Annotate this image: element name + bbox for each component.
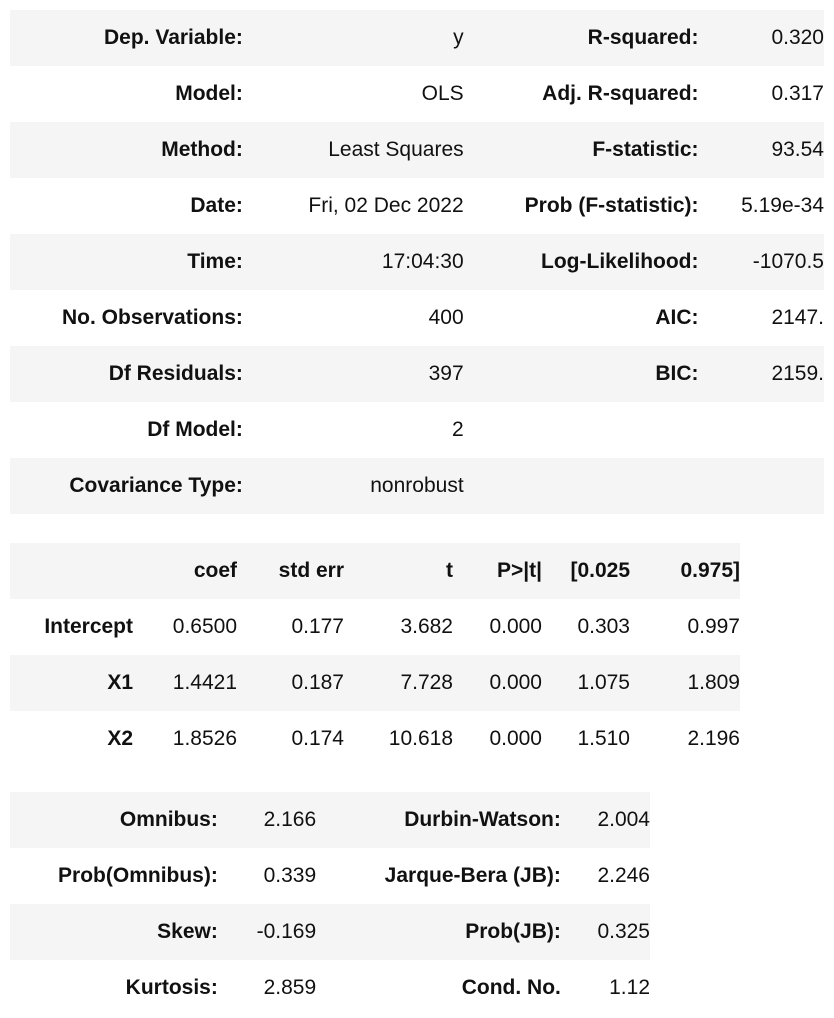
summary-value: 0.320 [699, 10, 824, 66]
summary-value [699, 458, 824, 514]
table-row [10, 122, 824, 178]
table-cell: 0.000 [453, 655, 542, 711]
diagnostic-label: Skew: [10, 904, 218, 960]
diagnostic-value: 2.166 [218, 792, 316, 848]
summary-label: Prob (F-statistic): [524, 194, 699, 217]
column-header: coef [133, 543, 237, 599]
table-cell: 0.187 [237, 655, 344, 711]
table-header-row [10, 543, 740, 599]
diagnostic-label: Omnibus: [10, 792, 218, 848]
summary-value: 5.19e-34 [741, 194, 824, 217]
table-cell: 0.997 [687, 615, 740, 638]
table-row [10, 234, 824, 290]
diagnostics-table [10, 792, 650, 1016]
row-label: Intercept [44, 615, 133, 638]
diagnostic-label: Prob(JB): [316, 904, 561, 960]
summary-label: BIC: [464, 346, 699, 402]
table-row [10, 711, 740, 767]
column-header [10, 543, 133, 599]
summary-label: AIC: [655, 306, 699, 329]
summary-value: 17:04:30 [252, 234, 464, 290]
table-row [10, 792, 650, 848]
table-cell: 1.809 [630, 655, 740, 711]
table-cell: 0.000 [489, 727, 542, 750]
summary-label [464, 458, 699, 514]
column-header: 0.975] [630, 543, 740, 599]
table-row [10, 346, 824, 402]
model-summary-table [10, 10, 824, 514]
table-cell: 2.196 [687, 727, 740, 750]
table-cell: 0.6500 [172, 615, 237, 638]
summary-value: Fri, 02 Dec 2022 [308, 194, 464, 217]
summary-value: OLS [421, 82, 464, 105]
column-header: std err [237, 543, 344, 599]
summary-value: 2 [451, 418, 464, 441]
summary-value: 0.317 [771, 82, 824, 105]
summary-label: Dep. Variable: [10, 10, 252, 66]
diagnostic-value: 2.004 [561, 792, 650, 848]
summary-label: Df Model: [147, 418, 243, 441]
summary-value: Least Squares [252, 122, 464, 178]
diagnostic-label: Prob(Omnibus): [58, 864, 218, 887]
table-row [10, 904, 650, 960]
table-row [10, 599, 740, 655]
summary-label: Log-Likelihood: [464, 234, 699, 290]
table-row [10, 66, 824, 122]
diagnostic-label: Jarque-Bera (JB): [384, 864, 561, 887]
summary-label: Model: [175, 82, 243, 105]
table-cell: 3.682 [400, 615, 453, 638]
summary-label: R-squared: [464, 10, 699, 66]
row-label: X2 [107, 727, 133, 750]
table-row [10, 848, 650, 904]
diagnostic-value: 0.325 [561, 904, 650, 960]
table-row [10, 10, 824, 66]
summary-value: 93.54 [699, 122, 824, 178]
table-cell: 10.618 [388, 727, 453, 750]
table-cell: 0.174 [291, 727, 344, 750]
summary-value: 2147. [771, 306, 824, 329]
diagnostic-value: 1.12 [609, 976, 650, 999]
summary-value: nonrobust [252, 458, 464, 514]
table-row [10, 290, 824, 346]
table-cell: 1.075 [542, 655, 630, 711]
table-cell: 0.000 [489, 615, 542, 638]
column-header: t [344, 543, 453, 599]
diagnostic-label: Kurtosis: [125, 976, 218, 999]
column-header: P>|t| [453, 543, 542, 599]
table-cell: 1.510 [577, 727, 630, 750]
table-row [10, 655, 740, 711]
table-row [10, 402, 824, 458]
summary-label: F-statistic: [464, 122, 699, 178]
summary-value [699, 402, 824, 458]
table-cell: 0.303 [577, 615, 630, 638]
summary-label [464, 402, 699, 458]
diagnostic-value: -0.169 [218, 904, 316, 960]
summary-label: Covariance Type: [10, 458, 252, 514]
table-cell: 1.4421 [133, 655, 237, 711]
summary-value: 400 [428, 306, 464, 329]
column-header: [0.025 [542, 543, 630, 599]
table-row [10, 178, 824, 234]
summary-value: -1070.5 [699, 234, 824, 290]
table-cell: 0.177 [291, 615, 344, 638]
table-cell: 1.8526 [172, 727, 237, 750]
summary-label: No. Observations: [62, 306, 243, 329]
table-row [10, 458, 824, 514]
summary-value: 2159. [699, 346, 824, 402]
summary-label: Adj. R-squared: [542, 82, 699, 105]
summary-label: Df Residuals: [10, 346, 252, 402]
summary-label: Method: [10, 122, 252, 178]
diagnostic-label: Durbin-Watson: [316, 792, 561, 848]
diagnostic-value: 0.339 [263, 864, 317, 887]
coefficients-table [10, 543, 740, 767]
diagnostic-value: 2.246 [597, 864, 650, 887]
diagnostic-label: Cond. No. [461, 976, 561, 999]
summary-value: y [252, 10, 464, 66]
table-cell: 7.728 [344, 655, 453, 711]
table-row [10, 960, 650, 1016]
diagnostic-value: 2.859 [263, 976, 317, 999]
summary-label: Date: [190, 194, 243, 217]
row-label: X1 [10, 655, 133, 711]
summary-value: 397 [252, 346, 464, 402]
summary-label: Time: [10, 234, 252, 290]
